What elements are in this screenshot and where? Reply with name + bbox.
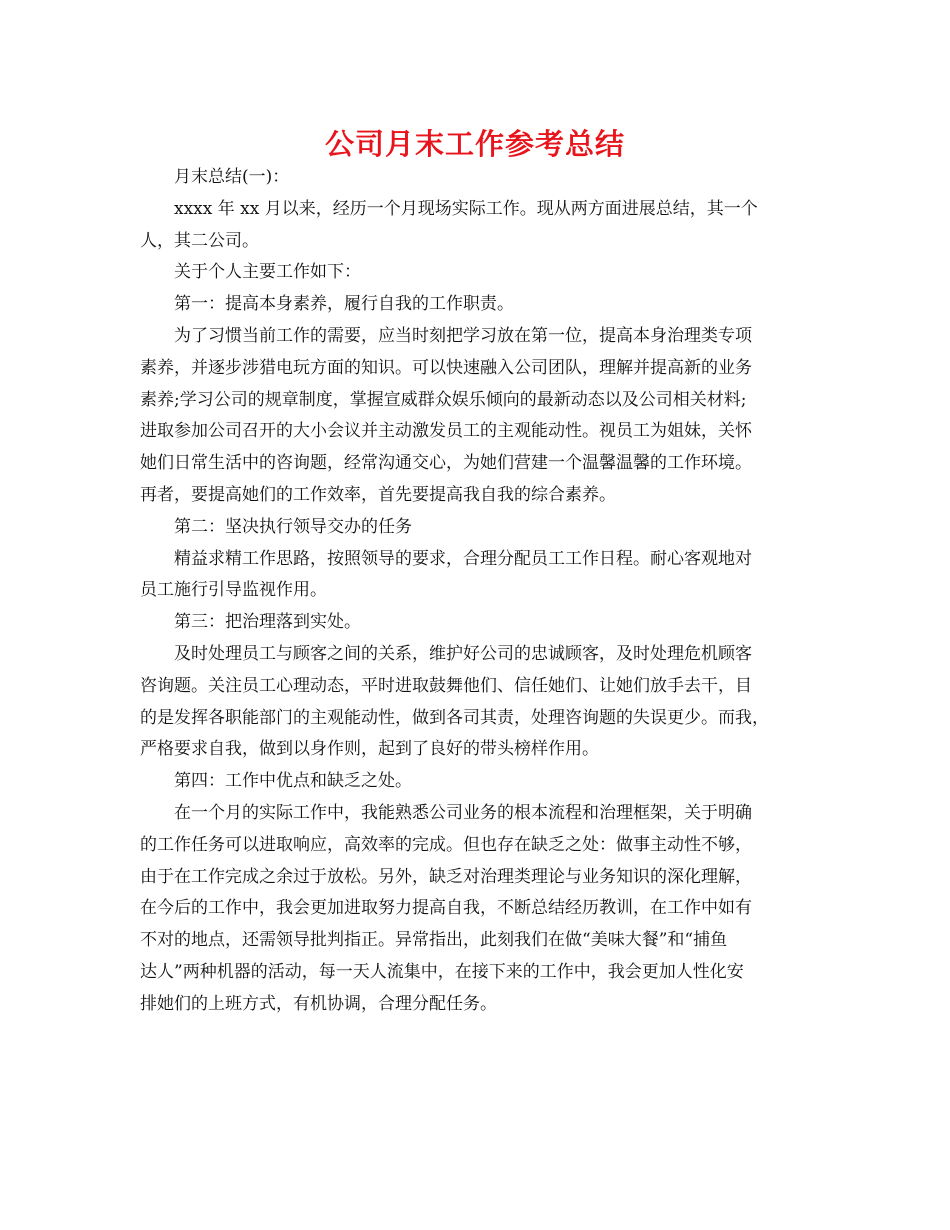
paragraph-line: 她们日常生活中的咨询题，经常沟通交心，为她们营建一个温馨温馨的工作环境。 [140,453,752,474]
paragraph-line: 进取参加公司召开的大小会议并主动激发员工的主观能动性。视员工为姐妹，关怀 [140,421,752,442]
paragraph-line: 第四：工作中优点和缺乏之处。 [174,771,412,792]
paragraph [140,194,812,258]
paragraph-line: 月末总结(一)： [174,167,290,187]
document-title: 公司月末工作参考总结 [324,127,625,161]
paragraph-line: 为了习惯当前工作的需要，应当时刻把学习放在第一位，提高本身治理类专项 [174,325,752,346]
paragraph-line: 员工施行引导监视作用。 [140,580,327,601]
paragraph-line: 在今后的工作中，我会更加进取努力提高自我，不断总结经历教训，在工作中如有 [140,898,752,919]
paragraph-line: 第三：把治理落到实处。 [174,612,361,633]
paragraph-line: 素养;学习公司的规章制度，掌握宣威群众娱乐倾向的最新动态以及公司相关材料; [140,389,747,410]
paragraph [140,257,812,289]
paragraph [140,766,812,798]
paragraph-line: 由于在工作完成之余过于放松。另外，缺乏对治理类理论与业务知识的深化理解， [140,866,752,887]
paragraph [140,798,812,1021]
paragraph-line: 咨询题。关注员工心理动态，平时进取鼓舞他们、信任她们、让她们放手去干，目 [140,675,752,696]
paragraph [140,607,812,639]
paragraph-line: 第二：坚决执行领导交办的任务 [174,516,412,537]
paragraph-line: 在一个月的实际工作中，我能熟悉公司业务的根本流程和治理框架，关于明确 [174,802,752,823]
paragraph-line: 精益求精工作思路，按照领导的要求，合理分配员工工作日程。耐心客观地对 [174,548,752,569]
paragraph-line: 的是发挥各职能部门的主观能动性，做到各司其责，处理咨询题的失误更少。而我， [140,707,769,728]
paragraph-line: 达人”两种机器的活动，每一天人流集中，在接下来的工作中，我会更加人性化安 [140,961,744,982]
paragraph-line: 素养，并逐步涉猎电玩方面的知识。可以快速融入公司团队，理解并提高新的业务 [140,357,752,378]
paragraph-line: 排她们的上班方式，有机协调，合理分配任务。 [140,993,497,1014]
paragraph-line: 不对的地点，还需领导批判指正。异常指出，此刻我们在做“美味大餐”和“捕鱼 [140,930,728,951]
paragraph [140,639,812,766]
paragraph-line: 及时处理员工与顾客之间的关系，维护好公司的忠诚顾客，及时处理危机顾客 [174,643,752,664]
paragraph [140,512,812,544]
paragraph [140,321,812,512]
paragraph [140,162,812,194]
paragraph-line: xxxx 年 xx 月以来，经历一个月现场实际工作。现从两方面进展总结，其一个 [174,198,758,219]
paragraph [140,544,812,608]
document-body [140,162,812,1021]
paragraph-line: 关于个人主要工作如下： [174,262,361,283]
paragraph-line: 的工作任务可以进取响应，高效率的完成。但也存在缺乏之处：做事主动性不够， [140,834,752,855]
paragraph-line: 严格要求自我，做到以身作则，起到了良好的带头榜样作用。 [140,739,599,760]
paragraph-line: 第一：提高本身素养，履行自我的工作职责。 [174,294,514,315]
paragraph-line: 人，其二公司。 [140,230,259,251]
paragraph-line: 再者，要提高她们的工作效率，首先要提高我自我的综合素养。 [140,484,616,505]
paragraph [140,289,812,321]
